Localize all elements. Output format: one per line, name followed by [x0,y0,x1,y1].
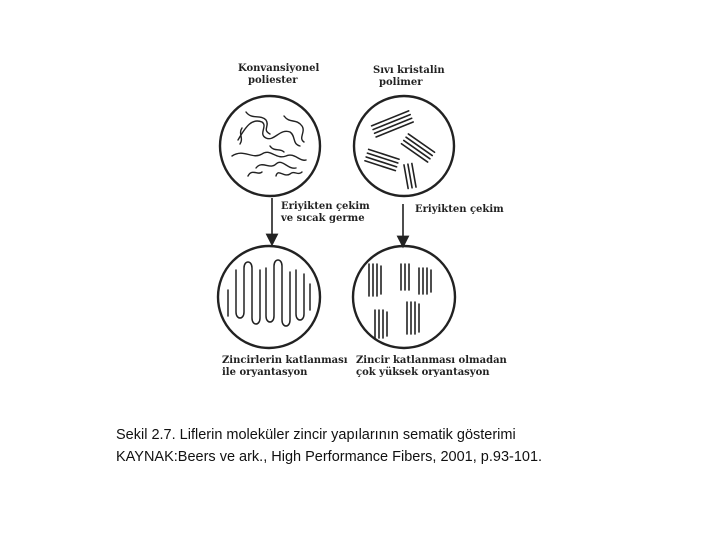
label-chain-folding-line1: Zincirlerin katlanması [222,355,348,366]
label-arrow-left-line1: Eriyikten çekim [281,201,370,212]
label-chain-folding-line2: ile oryantasyon [222,367,308,378]
circle-conventional-polyester [220,96,320,196]
label-conventional-polyester-line1: Konvansiyonel [238,63,320,74]
label-high-orientation-line1: Zincir katlanması olmadan [356,355,507,366]
circle-high-orientation [353,246,455,348]
figure-caption [116,424,542,468]
circle-chain-folding [218,246,320,348]
label-conventional-polyester-line2: poliester [248,75,298,86]
label-high-orientation-line2: çok yüksek oryantasyon [356,367,490,378]
caption-title: Sekil 2.7. Liflerin moleküler zincir yapılarının sematik gösterimi [116,427,516,443]
label-arrow-left-line2: ve sıcak germe [281,213,365,224]
label-arrow-right-line1: Eriyikten çekim [415,204,504,215]
label-liquid-crystal-polymer-line2: polimer [379,77,423,88]
circle-liquid-crystal-polymer [354,96,454,196]
label-liquid-crystal-polymer-line1: Sıvı kristalin [373,65,445,76]
caption-source: KAYNAK:Beers ve ark., High Performance Fibers, 2001, p.93-101. [116,449,543,465]
